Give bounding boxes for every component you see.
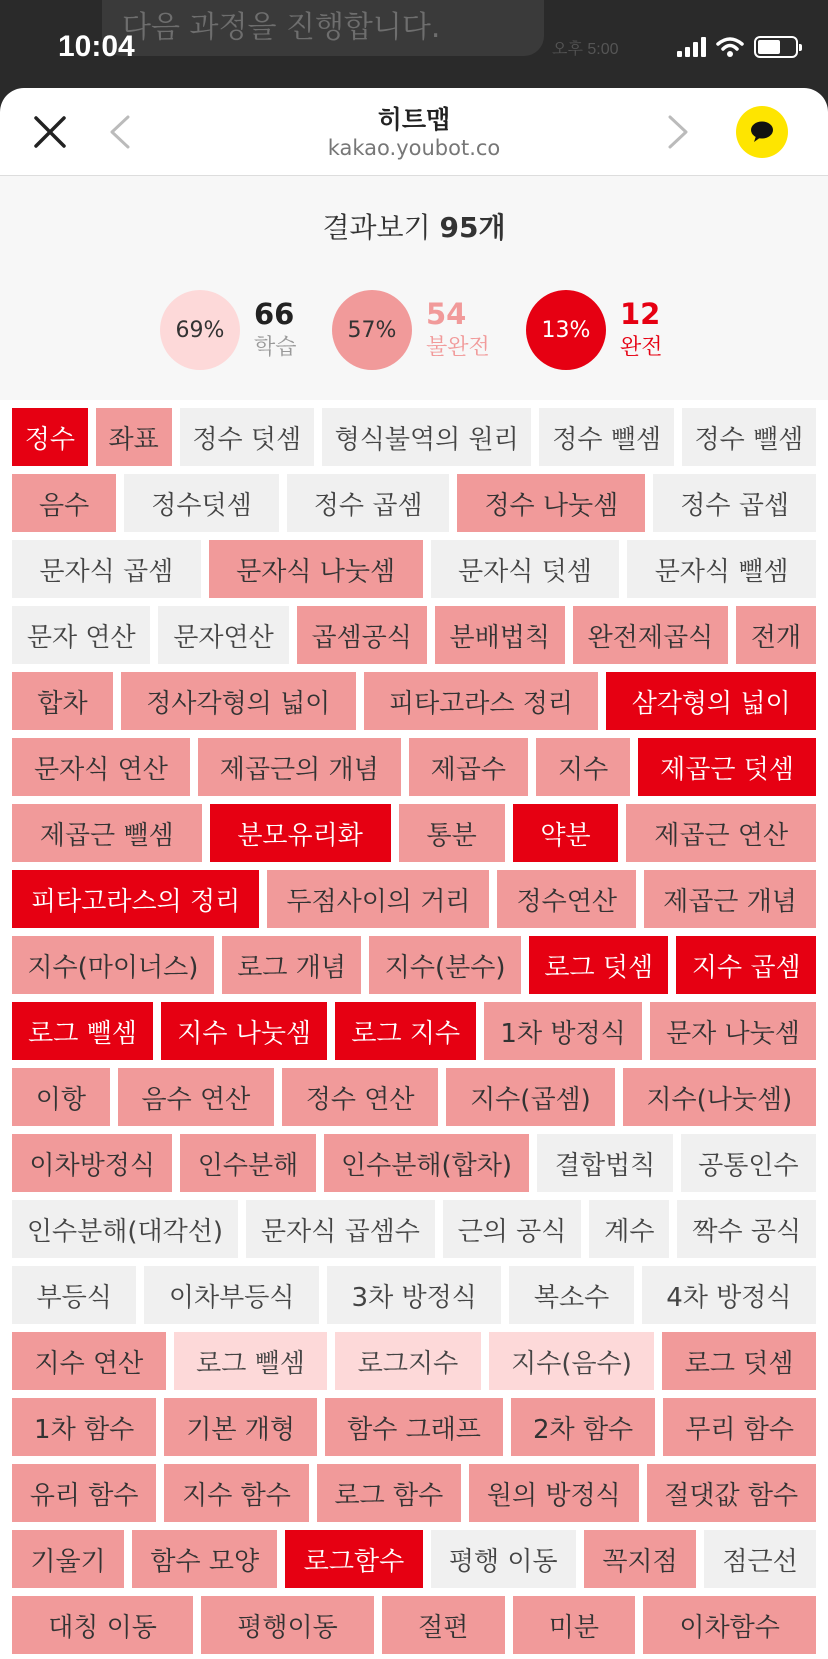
heatmap-row (12, 408, 816, 466)
concept-tag[interactable]: 정수 (12, 408, 88, 466)
background-toast: 다음 과정을 진행합니다. (102, 0, 544, 56)
result-title-prefix: 결과보기 (322, 211, 431, 244)
concept-tag[interactable]: 로그 덧셈 (529, 936, 669, 994)
concept-tag[interactable]: 원의 방정식 (469, 1464, 638, 1522)
concept-tag[interactable]: 1차 함수 (12, 1398, 156, 1456)
stat-incomplete (332, 290, 490, 370)
concept-tag[interactable]: 문자 나눗셈 (650, 1002, 816, 1060)
stat-text (426, 296, 490, 364)
stat-circle: 13% (526, 290, 606, 370)
heatmap-row (12, 1530, 816, 1588)
concept-tag[interactable]: 이차부등식 (144, 1266, 319, 1324)
concept-tag[interactable]: 정수덧셈 (124, 474, 278, 532)
wifi-icon (716, 36, 744, 58)
result-count: 95개 (439, 211, 506, 244)
stat-circle: 69% (160, 290, 240, 370)
concept-tag[interactable]: 제곱근 덧셈 (638, 738, 816, 796)
stat-count: 66 (254, 297, 295, 331)
concept-tag[interactable]: 부등식 (12, 1266, 136, 1324)
heatmap-row (12, 474, 816, 532)
status-time: 10:04 (58, 30, 135, 63)
concept-tag[interactable]: 정수 뺄셈 (539, 408, 673, 466)
concept-tag[interactable]: 기본 개형 (164, 1398, 317, 1456)
stat-text (254, 296, 297, 364)
concept-tag[interactable]: 문자식 덧셈 (431, 540, 620, 598)
concept-tag[interactable]: 음수 연산 (118, 1068, 274, 1126)
heatmap-row (12, 1332, 816, 1390)
concept-tag[interactable]: 절편 (382, 1596, 505, 1654)
concept-tag[interactable]: 로그 지수 (335, 1002, 476, 1060)
concept-tag[interactable]: 피타고라스의 정리 (12, 870, 259, 928)
concept-tag[interactable]: 합차 (12, 672, 113, 730)
concept-tag[interactable]: 두점사이의 거리 (267, 870, 489, 928)
concept-tag[interactable]: 로그 뺄셈 (174, 1332, 328, 1390)
concept-tag[interactable]: 대칭 이동 (12, 1596, 193, 1654)
concept-tag[interactable]: 지수 곱셈 (676, 936, 816, 994)
concept-tag[interactable]: 정수 뺄셈 (682, 408, 816, 466)
concept-tag[interactable]: 분배법칙 (435, 606, 565, 664)
concept-tag[interactable]: 꼭지점 (584, 1530, 696, 1588)
concept-tag[interactable]: 정수 나눗셈 (457, 474, 645, 532)
stat-learning (160, 290, 297, 370)
concept-tag[interactable]: 로그지수 (335, 1332, 480, 1390)
concept-tag[interactable]: 제곱수 (409, 738, 528, 796)
concept-tag[interactable]: 전개 (736, 606, 816, 664)
concept-tag[interactable]: 무리 함수 (663, 1398, 816, 1456)
stat-count: 12 (620, 297, 661, 331)
heatmap-row (12, 870, 816, 928)
concept-tag[interactable]: 로그 개념 (222, 936, 362, 994)
concept-tag[interactable]: 유리 함수 (12, 1464, 156, 1522)
heatmap-row (12, 1002, 816, 1060)
concept-tag[interactable]: 정수연산 (497, 870, 636, 928)
concept-tag[interactable]: 지수 (536, 738, 630, 796)
concept-tag[interactable]: 미분 (513, 1596, 636, 1654)
concept-tag[interactable]: 제곱근 뺄셈 (12, 804, 202, 862)
browser-sheet (0, 88, 828, 1659)
concept-tag[interactable]: 곱셈공식 (297, 606, 427, 664)
concept-tag[interactable]: 평행이동 (201, 1596, 374, 1654)
chevron-right-icon[interactable] (664, 114, 692, 150)
heatmap-row (12, 804, 816, 862)
concept-tag[interactable]: 이항 (12, 1068, 110, 1126)
heatmap-row (12, 936, 816, 994)
concept-tag[interactable]: 지수 나눗셈 (161, 1002, 327, 1060)
heatmap-row (12, 540, 816, 598)
battery-icon (754, 36, 798, 58)
concept-tag[interactable]: 함수 모양 (132, 1530, 277, 1588)
concept-tag[interactable]: 지수(마이너스) (12, 936, 214, 994)
concept-tag[interactable]: 로그 뺄셈 (12, 1002, 153, 1060)
concept-tag[interactable]: 피타고라스 정리 (364, 672, 599, 730)
concept-tag[interactable]: 인수분해 (180, 1134, 315, 1192)
concept-tag[interactable]: 지수(곱셈) (446, 1068, 614, 1126)
stat-label: 완전 (620, 335, 663, 360)
concept-tag[interactable]: 문자식 나눗셈 (209, 540, 423, 598)
concept-tag[interactable]: 계수 (589, 1200, 669, 1258)
stat-label: 불완전 (426, 335, 490, 360)
concept-tag[interactable]: 2차 함수 (511, 1398, 655, 1456)
page-url: kakao.youbot.co (327, 136, 501, 160)
background-faint-text: 오후 5:00 (552, 41, 619, 58)
concept-tag[interactable]: 짝수 공식 (677, 1200, 816, 1258)
stat-text (620, 296, 663, 364)
concept-tag[interactable]: 문자식 뺄셈 (627, 540, 816, 598)
concept-tag[interactable]: 통분 (399, 804, 505, 862)
concept-tag[interactable]: 지수 연산 (12, 1332, 166, 1390)
concept-tag[interactable]: 결합법칙 (537, 1134, 672, 1192)
concept-tag[interactable]: 지수 함수 (164, 1464, 308, 1522)
signal-icon (677, 37, 706, 57)
heatmap-row (12, 606, 816, 664)
concept-tag[interactable]: 문자연산 (158, 606, 288, 664)
concept-tag[interactable]: 분모유리화 (210, 804, 391, 862)
heatmap-row (12, 1266, 816, 1324)
stat-count: 54 (426, 297, 467, 331)
stat-circle: 57% (332, 290, 412, 370)
heatmap-row (12, 1398, 816, 1456)
status-icons (677, 36, 798, 58)
concept-tag[interactable]: 3차 방정식 (327, 1266, 501, 1324)
result-summary (0, 176, 828, 400)
concept-tag[interactable]: 삼각형의 넓이 (606, 672, 816, 730)
concept-tag[interactable]: 정수 곱셈 (287, 474, 450, 532)
concept-tag[interactable]: 정수 덧셈 (180, 408, 314, 466)
concept-tag[interactable]: 정수 곱셉 (653, 474, 816, 532)
result-title (0, 206, 828, 246)
concept-tag[interactable]: 문자식 곱셈 (12, 540, 201, 598)
chat-button[interactable] (736, 106, 788, 158)
concept-tag[interactable]: 좌표 (96, 408, 172, 466)
page-title: 히트맵 (377, 105, 451, 134)
concept-tag[interactable]: 공통인수 (681, 1134, 816, 1192)
concept-tag[interactable]: 문자식 곱셈수 (246, 1200, 435, 1258)
concept-tag[interactable]: 제곱근 개념 (644, 870, 816, 928)
concept-tag[interactable]: 제곱근 연산 (626, 804, 816, 862)
chat-bubble-icon (749, 120, 775, 144)
concept-tag[interactable]: 제곱근의 개념 (198, 738, 401, 796)
heatmap-row (12, 1134, 816, 1192)
concept-tag[interactable]: 지수(분수) (369, 936, 521, 994)
concept-tag[interactable]: 지수(나눗셈) (623, 1068, 816, 1126)
concept-tag[interactable]: 형식불역의 원리 (322, 408, 532, 466)
concept-tag[interactable]: 문자 연산 (12, 606, 150, 664)
concept-tag[interactable]: 로그 덧셈 (662, 1332, 816, 1390)
heatmap-row (12, 1200, 816, 1258)
concept-tag[interactable]: 로그 함수 (317, 1464, 461, 1522)
heatmap-row (12, 1068, 816, 1126)
concept-tag[interactable]: 완전제곱식 (573, 606, 728, 664)
concept-tag[interactable]: 정수 연산 (282, 1068, 438, 1126)
concept-tag[interactable]: 음수 (12, 474, 116, 532)
concept-tag[interactable]: 지수(음수) (489, 1332, 655, 1390)
heatmap-row (12, 1464, 816, 1522)
stat-complete (526, 290, 663, 370)
concept-tag[interactable]: 1차 방정식 (484, 1002, 642, 1060)
concept-tag[interactable]: 로그함수 (285, 1530, 422, 1588)
stat-label: 학습 (254, 335, 297, 360)
heatmap-row (12, 672, 816, 730)
concept-tag[interactable]: 정사각형의 넓이 (121, 672, 356, 730)
heatmap-row (12, 738, 816, 796)
concept-tag[interactable]: 인수분해(합차) (324, 1134, 530, 1192)
heatmap-row (12, 1596, 816, 1654)
concept-tag[interactable]: 이차함수 (643, 1596, 816, 1654)
concept-tag[interactable]: 문자식 연산 (12, 738, 190, 796)
concept-tag[interactable]: 점근선 (704, 1530, 816, 1588)
concept-tag[interactable]: 절댓값 함수 (647, 1464, 816, 1522)
navigation-bar (0, 88, 828, 176)
concept-tag[interactable]: 평행 이동 (431, 1530, 576, 1588)
concept-tag[interactable]: 함수 그래프 (325, 1398, 503, 1456)
concept-tag[interactable]: 약분 (513, 804, 619, 862)
concept-tag[interactable]: 이차방정식 (12, 1134, 172, 1192)
concept-tag[interactable]: 근의 공식 (443, 1200, 582, 1258)
concept-tag[interactable]: 기울기 (12, 1530, 124, 1588)
concept-tag[interactable]: 복소수 (509, 1266, 633, 1324)
concept-tag[interactable]: 인수분해(대각선) (12, 1200, 238, 1258)
heatmap-grid (0, 408, 828, 1654)
concept-tag[interactable]: 4차 방정식 (642, 1266, 816, 1324)
